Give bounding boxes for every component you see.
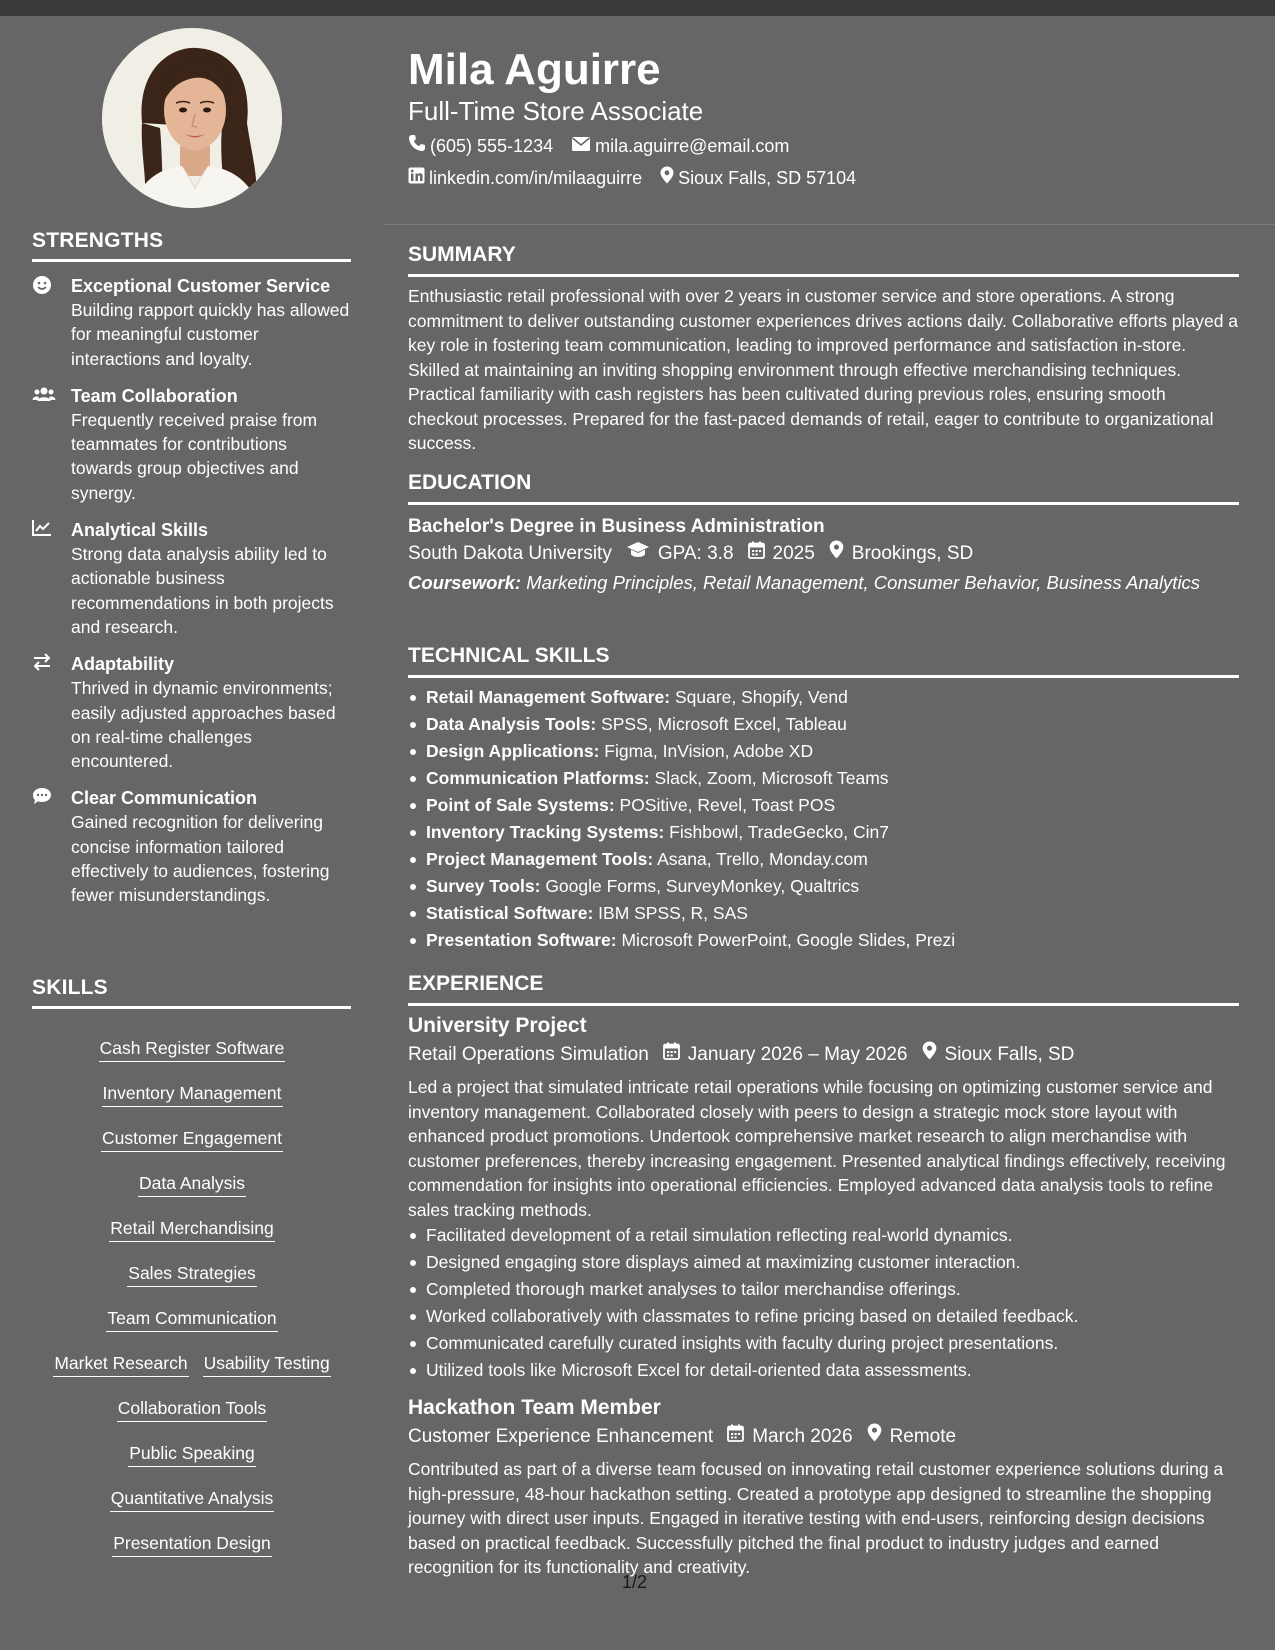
experience-title: Hackathon Team Member xyxy=(408,1396,661,1419)
list-item xyxy=(408,765,1239,792)
skill-values: Microsoft PowerPoint, Google Slides, Prezi xyxy=(621,930,956,950)
skill-tag: Usability Testing xyxy=(203,1351,331,1377)
education-meta xyxy=(408,540,1239,568)
experience-subtitle: Retail Operations Simulation xyxy=(408,1044,649,1065)
skill-values: Square, Shopify, Vend xyxy=(674,687,848,707)
experience-description: Contributed as part of a diverse team focused on innovating retail customer experience solutions during a high-pressure, 48-hour hackathon setting. Created a prototype app designed to streamline the shopping journey with direct user inputs. Engaged in iterative testing with end-users, reinforcing design decisions based on practical feedback. Successfully pitched the final product to industry judges and earned recognition for its functionality and creativity. xyxy=(408,1459,1224,1577)
skill-values: POSitive, Revel, Toast POS xyxy=(619,795,836,815)
list-item xyxy=(408,684,1239,711)
skill-category: Project Management Tools: xyxy=(426,849,654,869)
experience-entry xyxy=(408,1012,1239,1384)
map-marker-icon xyxy=(922,1041,945,1069)
skill-tag: Retail Merchandising xyxy=(109,1216,274,1242)
skill-tag: Data Analysis xyxy=(138,1171,246,1197)
skill-tag: Public Speaking xyxy=(128,1441,256,1467)
phone-contact[interactable] xyxy=(408,134,553,158)
exchange-icon xyxy=(32,653,54,675)
skills-heading: SKILLS xyxy=(32,976,351,1009)
strength-description: Strong data analysis ability led to actionable business recommendations in both projects and research. xyxy=(71,544,334,637)
calendar-icon xyxy=(748,540,773,568)
smile-icon xyxy=(32,275,54,297)
experience-location: Sioux Falls, SD xyxy=(944,1044,1075,1065)
map-marker-icon xyxy=(829,540,852,568)
experience-title: University Project xyxy=(408,1014,587,1037)
header-divider xyxy=(383,224,1275,225)
strength-description: Building rapport quickly has allowed for meaningful customer interactions and loyalty. xyxy=(71,300,350,369)
strength-title: Exceptional Customer Service xyxy=(71,276,331,296)
skill-tag: Presentation Design xyxy=(112,1531,272,1557)
skill-category: Inventory Tracking Systems: xyxy=(426,822,665,842)
skill-values: Figma, InVision, Adobe XD xyxy=(604,741,814,761)
graduation-cap-icon xyxy=(626,540,658,568)
job-title: Full-Time Store Associate xyxy=(408,96,704,126)
summary-text: Enthusiastic retail professional with over 2 years in customer service and store operations. A strong commitment to deliver outstanding customer experiences drives actions daily. Collaborative efforts played a key role in fostering team communication, leading to improved performance and satisfaction in-store. Skilled at maintaining an inviting shopping environment through effective merchandising techniques. Practical familiarity with cash registers has been cultivated during previous roles, ensuring smooth checkout processes. Prepared for the fast-paced demands of retail, eager to contribute to organizational success. xyxy=(408,286,1239,453)
experience-heading: EXPERIENCE xyxy=(408,970,1239,1006)
skill-category: Design Applications: xyxy=(426,741,600,761)
location-contact xyxy=(660,166,856,190)
comment-icon xyxy=(32,787,54,809)
skill-values: Google Forms, SurveyMonkey, Qualtrics xyxy=(545,876,860,896)
school-name: South Dakota University xyxy=(408,543,612,564)
skill-tag: Market Research xyxy=(53,1351,188,1377)
skill-tag: Sales Strategies xyxy=(127,1261,256,1287)
list-item xyxy=(408,927,1239,954)
strengths-heading: STRENGTHS xyxy=(32,229,351,262)
skill-category: Data Analysis Tools: xyxy=(426,714,597,734)
strength-description: Thrived in dynamic environments; easily adjusted approaches based on real-time challenges encountered. xyxy=(71,678,336,772)
summary-section xyxy=(408,241,1239,456)
candidate-name: Mila Aguirre xyxy=(408,45,661,94)
skill-values: IBM SPSS, R, SAS xyxy=(598,903,748,923)
list-item xyxy=(408,846,1239,873)
coursework-label: Coursework: xyxy=(408,572,522,593)
map-marker-icon xyxy=(867,1423,890,1451)
top-bar xyxy=(0,0,1275,16)
experience-description: Led a project that simulated intricate retail operations while focusing on optimizing customer service and inventory management. Collaborated closely with peers to design a strategic mock store layout with enhanced product promotions. Undertook comprehensive market research to align merchandise with customer preferences, thereby increasing engagement. Presented analytical findings effectively, receiving commendation for insights into operational efficiencies. Employed advanced data analysis tools to refine sales tracking methods. xyxy=(408,1077,1226,1220)
experience-dates: March 2026 xyxy=(752,1426,853,1447)
list-item: Completed thorough market analyses to tailor merchandise offerings. xyxy=(408,1276,1239,1303)
list-item xyxy=(408,873,1239,900)
calendar-icon xyxy=(727,1423,752,1451)
linkedin-text: linkedin.com/in/milaaguirre xyxy=(429,168,643,188)
list-item xyxy=(408,819,1239,846)
strength-item xyxy=(32,274,352,371)
strength-title: Analytical Skills xyxy=(71,520,209,541)
experience-bullets xyxy=(408,1222,1239,1384)
profile-photo xyxy=(102,28,282,208)
strength-description: Gained recognition for delivering concise information tailored effectively to audiences, fostering fewer misunderstandings. xyxy=(71,812,330,906)
location-text: Sioux Falls, SD 57104 xyxy=(678,168,857,188)
strength-title: Clear Communication xyxy=(71,788,258,809)
list-item xyxy=(408,738,1239,765)
contact-row-1 xyxy=(408,134,807,158)
skill-category: Statistical Software: xyxy=(426,903,594,923)
list-item xyxy=(408,792,1239,819)
strength-item xyxy=(32,518,352,639)
summary-heading: SUMMARY xyxy=(408,241,1239,277)
skill-values: Slack, Zoom, Microsoft Teams xyxy=(654,768,889,788)
skill-tag: Customer Engagement xyxy=(101,1126,283,1152)
strength-item xyxy=(32,786,352,907)
list-item: Utilized tools like Microsoft Excel for detail-oriented data assessments. xyxy=(408,1357,1239,1384)
skill-tag: Quantitative Analysis xyxy=(110,1486,274,1512)
education-section xyxy=(408,469,1239,596)
experience-entry xyxy=(408,1394,1239,1580)
phone-text: (605) 555-1234 xyxy=(430,136,554,156)
experience-location: Remote xyxy=(889,1426,957,1447)
calendar-icon xyxy=(663,1041,688,1069)
strength-item xyxy=(32,652,352,773)
gpa-text: GPA: 3.8 xyxy=(657,543,734,564)
list-item: Communicated carefully curated insights with faculty during project presentations. xyxy=(408,1330,1239,1357)
users-icon xyxy=(32,385,54,407)
graduation-year: 2025 xyxy=(772,543,815,564)
email-text: mila.aguirre@email.com xyxy=(595,136,790,156)
technical-skills-section xyxy=(408,642,1239,954)
experience-dates: January 2026 – May 2026 xyxy=(687,1044,908,1065)
degree-title: Bachelor's Degree in Business Administration xyxy=(408,516,825,537)
skill-tag: Collaboration Tools xyxy=(117,1396,268,1422)
experience-section xyxy=(408,970,1239,1580)
skill-values: Fishbowl, TradeGecko, Cin7 xyxy=(669,822,889,842)
skill-category: Retail Management Software: xyxy=(426,687,671,707)
coursework xyxy=(408,571,1239,596)
technical-skills-list xyxy=(408,684,1239,954)
list-item: Facilitated development of a retail simulation reflecting real-world dynamics. xyxy=(408,1222,1239,1249)
skill-tag: Cash Register Software xyxy=(99,1036,286,1062)
experience-meta xyxy=(408,1041,1239,1069)
linkedin-icon xyxy=(408,166,429,190)
skill-category: Point of Sale Systems: xyxy=(426,795,615,815)
experience-meta xyxy=(408,1423,1239,1451)
education-heading: EDUCATION xyxy=(408,469,1239,505)
strength-title: Adaptability xyxy=(71,654,175,675)
skill-tag: Inventory Management xyxy=(102,1081,283,1107)
skills-list xyxy=(32,1036,352,1576)
strength-description: Frequently received praise from teammates for contributions towards group objectives and synergy. xyxy=(71,409,318,503)
linkedin-contact[interactable] xyxy=(408,166,642,190)
skill-tag: Team Communication xyxy=(106,1306,277,1332)
skill-category: Survey Tools: xyxy=(426,876,541,896)
strengths-list xyxy=(32,274,352,921)
skill-category: Communication Platforms: xyxy=(426,768,650,788)
list-item xyxy=(408,900,1239,927)
skill-values: Asana, Trello, Monday.com xyxy=(657,849,868,869)
email-contact[interactable] xyxy=(571,134,789,158)
skill-category: Presentation Software: xyxy=(426,930,617,950)
list-item: Worked collaboratively with classmates to refine pricing based on detailed feedback. xyxy=(408,1303,1239,1330)
phone-icon xyxy=(408,134,430,158)
education-location: Brookings, SD xyxy=(851,543,974,564)
list-item xyxy=(408,711,1239,738)
coursework-text: Marketing Principles, Retail Management, Consumer Behavior, Business Analytics xyxy=(526,572,1201,593)
chart-line-icon xyxy=(32,519,54,541)
envelope-icon xyxy=(571,134,595,158)
strength-title: Team Collaboration xyxy=(71,385,238,406)
experience-subtitle: Customer Experience Enhancement xyxy=(408,1426,714,1447)
page-indicator: 1/2 xyxy=(622,1572,648,1592)
technical-skills-heading: TECHNICAL SKILLS xyxy=(408,642,1239,678)
list-item: Designed engaging store displays aimed at maximizing customer interaction. xyxy=(408,1249,1239,1276)
skill-values: SPSS, Microsoft Excel, Tableau xyxy=(601,714,847,734)
strength-item xyxy=(32,384,352,505)
contact-row-2 xyxy=(408,166,874,190)
map-marker-icon xyxy=(660,166,678,190)
